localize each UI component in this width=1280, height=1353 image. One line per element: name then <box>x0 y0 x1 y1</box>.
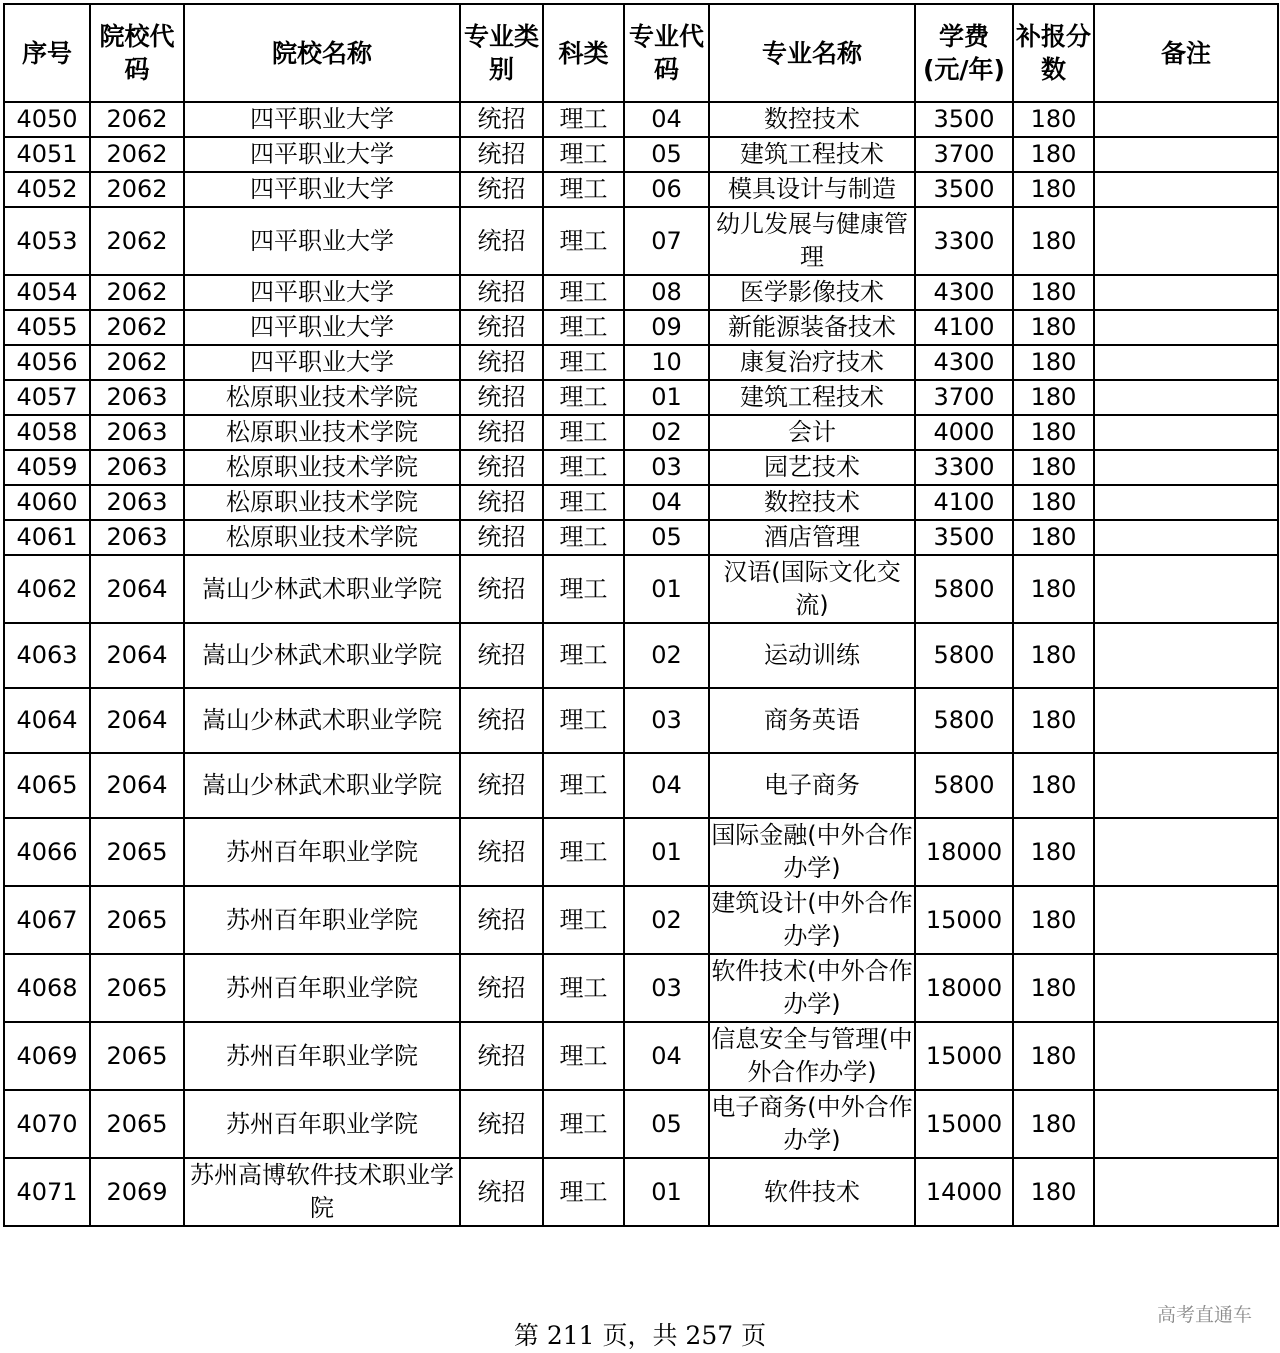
header-school-code: 院校代码 <box>90 4 184 102</box>
cell-school-name: 四平职业大学 <box>184 172 460 207</box>
header-major-name: 专业名称 <box>709 4 915 102</box>
table-row <box>4 1158 1278 1226</box>
cell-tuition: 5800 <box>915 688 1013 753</box>
cell-major-code: 06 <box>624 172 709 207</box>
cell-school-code: 2064 <box>90 555 184 623</box>
cell-seq: 4051 <box>4 137 90 172</box>
cell-remark <box>1094 102 1278 137</box>
table-row <box>4 172 1278 207</box>
cell-school-code: 2062 <box>90 172 184 207</box>
cell-tuition: 5800 <box>915 753 1013 818</box>
cell-school-name: 松原职业技术学院 <box>184 415 460 450</box>
watermark: 高考直通车 <box>1156 1304 1252 1326</box>
cell-score: 180 <box>1013 415 1094 450</box>
cell-major-code: 03 <box>624 450 709 485</box>
cell-major-category: 统招 <box>460 102 543 137</box>
cell-school-name: 四平职业大学 <box>184 102 460 137</box>
cell-major-code: 01 <box>624 555 709 623</box>
cell-school-code: 2064 <box>90 688 184 753</box>
cell-major-category: 统招 <box>460 137 543 172</box>
table-body <box>4 102 1278 1226</box>
cell-score: 180 <box>1013 886 1094 954</box>
cell-seq: 4065 <box>4 753 90 818</box>
cell-subject: 理工 <box>543 137 624 172</box>
cell-major-name: 数控技术 <box>709 485 915 520</box>
table-row <box>4 954 1278 1022</box>
cell-major-name: 数控技术 <box>709 102 915 137</box>
cell-tuition: 3500 <box>915 520 1013 555</box>
cell-subject: 理工 <box>543 1158 624 1226</box>
cell-tuition: 3700 <box>915 137 1013 172</box>
cell-tuition: 3300 <box>915 450 1013 485</box>
cell-tuition: 15000 <box>915 1022 1013 1090</box>
cell-major-code: 09 <box>624 310 709 345</box>
cell-major-name: 幼儿发展与健康管理 <box>709 207 915 275</box>
cell-seq: 4059 <box>4 450 90 485</box>
cell-score: 180 <box>1013 345 1094 380</box>
cell-school-name: 四平职业大学 <box>184 137 460 172</box>
cell-major-code: 05 <box>624 1090 709 1158</box>
admission-table <box>3 3 1279 1227</box>
cell-subject: 理工 <box>543 688 624 753</box>
cell-seq: 4071 <box>4 1158 90 1226</box>
cell-major-code: 03 <box>624 688 709 753</box>
cell-major-name: 软件技术(中外合作办学) <box>709 954 915 1022</box>
cell-remark <box>1094 954 1278 1022</box>
cell-tuition: 3700 <box>915 380 1013 415</box>
cell-seq: 4070 <box>4 1090 90 1158</box>
cell-major-name: 会计 <box>709 415 915 450</box>
header-school-name: 院校名称 <box>184 4 460 102</box>
cell-tuition: 4300 <box>915 345 1013 380</box>
table-row <box>4 310 1278 345</box>
cell-major-code: 05 <box>624 520 709 555</box>
cell-tuition: 18000 <box>915 954 1013 1022</box>
cell-subject: 理工 <box>543 753 624 818</box>
cell-score: 180 <box>1013 623 1094 688</box>
cell-school-code: 2062 <box>90 137 184 172</box>
cell-major-code: 01 <box>624 380 709 415</box>
cell-score: 180 <box>1013 1158 1094 1226</box>
cell-major-category: 统招 <box>460 1090 543 1158</box>
cell-remark <box>1094 886 1278 954</box>
table-row <box>4 1090 1278 1158</box>
cell-school-name: 苏州百年职业学院 <box>184 954 460 1022</box>
cell-major-code: 04 <box>624 485 709 520</box>
cell-score: 180 <box>1013 818 1094 886</box>
cell-seq: 4050 <box>4 102 90 137</box>
cell-school-name: 苏州百年职业学院 <box>184 1090 460 1158</box>
cell-school-name: 松原职业技术学院 <box>184 450 460 485</box>
cell-school-name: 松原职业技术学院 <box>184 380 460 415</box>
table-row <box>4 555 1278 623</box>
cell-seq: 4055 <box>4 310 90 345</box>
cell-major-category: 统招 <box>460 172 543 207</box>
cell-school-code: 2065 <box>90 886 184 954</box>
header-score: 补报分数 <box>1013 4 1094 102</box>
header-row <box>4 4 1278 102</box>
cell-score: 180 <box>1013 172 1094 207</box>
cell-subject: 理工 <box>543 310 624 345</box>
cell-score: 180 <box>1013 555 1094 623</box>
cell-tuition: 4100 <box>915 485 1013 520</box>
table-row <box>4 102 1278 137</box>
cell-subject: 理工 <box>543 275 624 310</box>
cell-remark <box>1094 1090 1278 1158</box>
cell-major-name: 建筑工程技术 <box>709 137 915 172</box>
cell-major-name: 康复治疗技术 <box>709 345 915 380</box>
cell-school-name: 四平职业大学 <box>184 310 460 345</box>
header-subject: 科类 <box>543 4 624 102</box>
cell-seq: 4057 <box>4 380 90 415</box>
cell-major-category: 统招 <box>460 485 543 520</box>
cell-major-code: 02 <box>624 623 709 688</box>
cell-score: 180 <box>1013 1090 1094 1158</box>
cell-score: 180 <box>1013 1022 1094 1090</box>
cell-score: 180 <box>1013 102 1094 137</box>
cell-major-code: 08 <box>624 275 709 310</box>
page-number: 第 211 页，共 257 页 <box>513 1321 767 1350</box>
cell-school-code: 2065 <box>90 1090 184 1158</box>
cell-major-code: 04 <box>624 753 709 818</box>
cell-subject: 理工 <box>543 207 624 275</box>
cell-subject: 理工 <box>543 555 624 623</box>
cell-school-code: 2062 <box>90 207 184 275</box>
cell-tuition: 4100 <box>915 310 1013 345</box>
cell-seq: 4067 <box>4 886 90 954</box>
cell-tuition: 3500 <box>915 172 1013 207</box>
table-row <box>4 1022 1278 1090</box>
cell-school-code: 2069 <box>90 1158 184 1226</box>
cell-major-category: 统招 <box>460 1158 543 1226</box>
cell-school-name: 苏州高博软件技术职业学院 <box>184 1158 460 1226</box>
cell-major-code: 02 <box>624 886 709 954</box>
table-row <box>4 688 1278 753</box>
cell-tuition: 14000 <box>915 1158 1013 1226</box>
cell-school-name: 松原职业技术学院 <box>184 485 460 520</box>
cell-major-category: 统招 <box>460 207 543 275</box>
cell-tuition: 5800 <box>915 623 1013 688</box>
header-remark: 备注 <box>1094 4 1278 102</box>
cell-subject: 理工 <box>543 818 624 886</box>
cell-major-code: 01 <box>624 818 709 886</box>
cell-school-name: 嵩山少林武术职业学院 <box>184 623 460 688</box>
table-row <box>4 485 1278 520</box>
cell-score: 180 <box>1013 137 1094 172</box>
cell-major-name: 商务英语 <box>709 688 915 753</box>
cell-major-name: 医学影像技术 <box>709 275 915 310</box>
cell-major-category: 统招 <box>460 380 543 415</box>
cell-tuition: 3500 <box>915 102 1013 137</box>
cell-subject: 理工 <box>543 886 624 954</box>
table-row <box>4 450 1278 485</box>
cell-major-code: 03 <box>624 954 709 1022</box>
header-seq: 序号 <box>4 4 90 102</box>
cell-seq: 4062 <box>4 555 90 623</box>
cell-major-category: 统招 <box>460 954 543 1022</box>
cell-school-code: 2062 <box>90 345 184 380</box>
cell-school-name: 苏州百年职业学院 <box>184 886 460 954</box>
cell-tuition: 4300 <box>915 275 1013 310</box>
table-row <box>4 886 1278 954</box>
cell-major-category: 统招 <box>460 623 543 688</box>
cell-tuition: 18000 <box>915 818 1013 886</box>
cell-seq: 4064 <box>4 688 90 753</box>
cell-subject: 理工 <box>543 415 624 450</box>
cell-school-name: 四平职业大学 <box>184 207 460 275</box>
cell-major-name: 电子商务 <box>709 753 915 818</box>
cell-major-code: 02 <box>624 415 709 450</box>
cell-remark <box>1094 172 1278 207</box>
cell-major-code: 04 <box>624 1022 709 1090</box>
cell-major-name: 新能源装备技术 <box>709 310 915 345</box>
cell-school-code: 2062 <box>90 310 184 345</box>
cell-remark <box>1094 137 1278 172</box>
cell-score: 180 <box>1013 954 1094 1022</box>
cell-school-code: 2063 <box>90 520 184 555</box>
cell-tuition: 4000 <box>915 415 1013 450</box>
table-row <box>4 137 1278 172</box>
cell-subject: 理工 <box>543 450 624 485</box>
cell-remark <box>1094 623 1278 688</box>
cell-major-category: 统招 <box>460 1022 543 1090</box>
cell-school-name: 嵩山少林武术职业学院 <box>184 688 460 753</box>
cell-major-name: 运动训练 <box>709 623 915 688</box>
cell-seq: 4068 <box>4 954 90 1022</box>
cell-subject: 理工 <box>543 172 624 207</box>
cell-major-category: 统招 <box>460 345 543 380</box>
cell-seq: 4061 <box>4 520 90 555</box>
cell-major-category: 统招 <box>460 275 543 310</box>
cell-tuition: 5800 <box>915 555 1013 623</box>
cell-remark <box>1094 1158 1278 1226</box>
table-row <box>4 415 1278 450</box>
cell-score: 180 <box>1013 688 1094 753</box>
cell-school-code: 2062 <box>90 275 184 310</box>
cell-remark <box>1094 345 1278 380</box>
cell-major-name: 电子商务(中外合作办学) <box>709 1090 915 1158</box>
cell-major-name: 模具设计与制造 <box>709 172 915 207</box>
cell-remark <box>1094 520 1278 555</box>
cell-major-code: 01 <box>624 1158 709 1226</box>
table-row <box>4 520 1278 555</box>
cell-school-name: 四平职业大学 <box>184 345 460 380</box>
table-row <box>4 275 1278 310</box>
cell-school-name: 松原职业技术学院 <box>184 520 460 555</box>
cell-school-name: 苏州百年职业学院 <box>184 1022 460 1090</box>
cell-school-code: 2063 <box>90 485 184 520</box>
cell-major-name: 酒店管理 <box>709 520 915 555</box>
cell-score: 180 <box>1013 450 1094 485</box>
cell-tuition: 15000 <box>915 886 1013 954</box>
cell-major-category: 统招 <box>460 450 543 485</box>
cell-school-name: 嵩山少林武术职业学院 <box>184 753 460 818</box>
cell-major-code: 04 <box>624 102 709 137</box>
cell-seq: 4060 <box>4 485 90 520</box>
cell-school-code: 2062 <box>90 102 184 137</box>
cell-school-name: 四平职业大学 <box>184 275 460 310</box>
cell-tuition: 15000 <box>915 1090 1013 1158</box>
cell-school-name: 嵩山少林武术职业学院 <box>184 555 460 623</box>
cell-major-category: 统招 <box>460 818 543 886</box>
cell-school-code: 2065 <box>90 818 184 886</box>
cell-major-name: 软件技术 <box>709 1158 915 1226</box>
table-row <box>4 380 1278 415</box>
cell-school-name: 苏州百年职业学院 <box>184 818 460 886</box>
cell-score: 180 <box>1013 753 1094 818</box>
cell-seq: 4069 <box>4 1022 90 1090</box>
cell-subject: 理工 <box>543 102 624 137</box>
cell-score: 180 <box>1013 485 1094 520</box>
cell-major-name: 汉语(国际文化交流) <box>709 555 915 623</box>
cell-remark <box>1094 275 1278 310</box>
cell-major-category: 统招 <box>460 310 543 345</box>
cell-subject: 理工 <box>543 345 624 380</box>
table-row <box>4 207 1278 275</box>
header-major-code: 专业代码 <box>624 4 709 102</box>
cell-remark <box>1094 450 1278 485</box>
cell-seq: 4052 <box>4 172 90 207</box>
cell-seq: 4056 <box>4 345 90 380</box>
cell-subject: 理工 <box>543 485 624 520</box>
cell-subject: 理工 <box>543 623 624 688</box>
cell-remark <box>1094 555 1278 623</box>
cell-seq: 4054 <box>4 275 90 310</box>
cell-score: 180 <box>1013 310 1094 345</box>
cell-score: 180 <box>1013 380 1094 415</box>
cell-major-name: 国际金融(中外合作办学) <box>709 818 915 886</box>
cell-remark <box>1094 818 1278 886</box>
cell-remark <box>1094 380 1278 415</box>
header-major-category: 专业类别 <box>460 4 543 102</box>
cell-school-code: 2063 <box>90 450 184 485</box>
cell-major-category: 统招 <box>460 688 543 753</box>
cell-remark <box>1094 753 1278 818</box>
cell-major-name: 园艺技术 <box>709 450 915 485</box>
cell-major-name: 信息安全与管理(中外合作办学) <box>709 1022 915 1090</box>
table-row <box>4 623 1278 688</box>
table-row <box>4 818 1278 886</box>
cell-school-code: 2063 <box>90 415 184 450</box>
cell-major-code: 07 <box>624 207 709 275</box>
cell-remark <box>1094 207 1278 275</box>
table-row <box>4 753 1278 818</box>
cell-school-code: 2065 <box>90 954 184 1022</box>
cell-school-code: 2063 <box>90 380 184 415</box>
cell-subject: 理工 <box>543 520 624 555</box>
table-row <box>4 345 1278 380</box>
cell-seq: 4053 <box>4 207 90 275</box>
cell-subject: 理工 <box>543 1090 624 1158</box>
cell-major-name: 建筑工程技术 <box>709 380 915 415</box>
cell-subject: 理工 <box>543 380 624 415</box>
cell-subject: 理工 <box>543 954 624 1022</box>
cell-school-code: 2064 <box>90 753 184 818</box>
cell-remark <box>1094 485 1278 520</box>
header-tuition: 学费(元/年) <box>915 4 1013 102</box>
cell-major-category: 统招 <box>460 520 543 555</box>
cell-major-category: 统招 <box>460 886 543 954</box>
cell-score: 180 <box>1013 520 1094 555</box>
cell-subject: 理工 <box>543 1022 624 1090</box>
cell-remark <box>1094 1022 1278 1090</box>
cell-major-category: 统招 <box>460 415 543 450</box>
cell-seq: 4058 <box>4 415 90 450</box>
cell-tuition: 3300 <box>915 207 1013 275</box>
cell-seq: 4066 <box>4 818 90 886</box>
cell-remark <box>1094 688 1278 753</box>
cell-score: 180 <box>1013 275 1094 310</box>
cell-remark <box>1094 310 1278 345</box>
cell-major-category: 统招 <box>460 555 543 623</box>
cell-major-code: 10 <box>624 345 709 380</box>
cell-major-category: 统招 <box>460 753 543 818</box>
cell-remark <box>1094 415 1278 450</box>
cell-major-code: 05 <box>624 137 709 172</box>
cell-school-code: 2065 <box>90 1022 184 1090</box>
cell-school-code: 2064 <box>90 623 184 688</box>
cell-seq: 4063 <box>4 623 90 688</box>
cell-score: 180 <box>1013 207 1094 275</box>
cell-major-name: 建筑设计(中外合作办学) <box>709 886 915 954</box>
